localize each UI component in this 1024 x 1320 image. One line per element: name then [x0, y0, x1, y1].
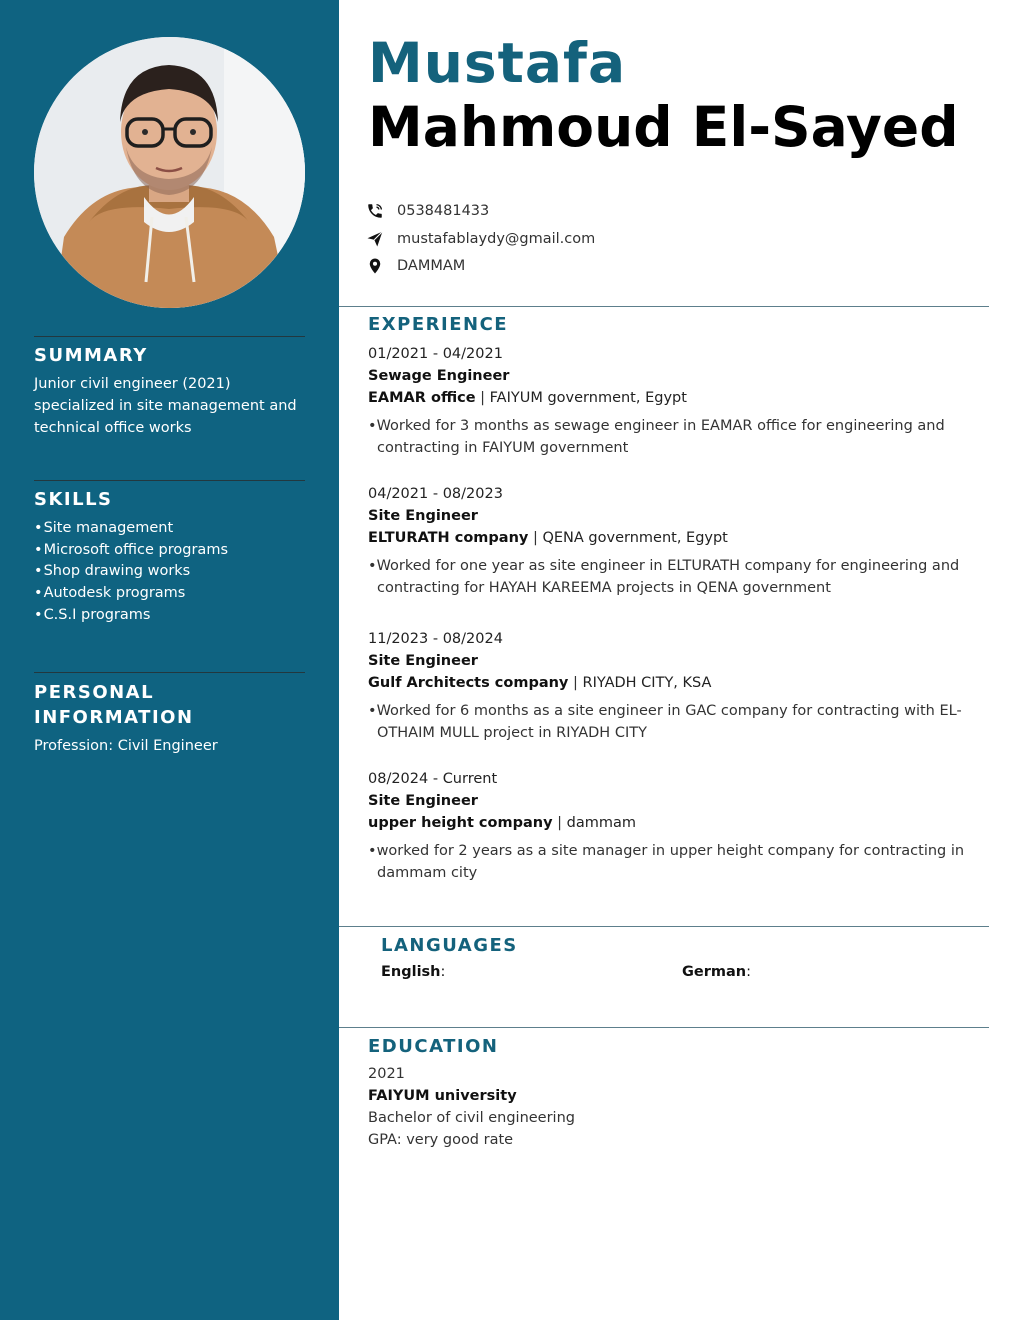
language-item: English: [381, 964, 446, 980]
section-divider [339, 1027, 989, 1028]
language-name: English [381, 964, 441, 980]
location-pin-icon [366, 257, 384, 275]
education-year: 2021 [368, 1066, 405, 1082]
skill-item: • Autodesk programs [34, 583, 228, 605]
language-item: German: [682, 964, 751, 980]
language-name: German [682, 964, 747, 980]
last-name: Mahmoud El-Sayed [368, 95, 959, 159]
job-location: RIYADH CITY, KSA [582, 675, 712, 691]
contact-email[interactable] [366, 229, 595, 249]
section-divider [339, 306, 989, 307]
education-gpa: GPA: very good rate [368, 1132, 514, 1148]
job-location: dammam [566, 815, 636, 831]
contact-location [366, 256, 465, 276]
skill-item: • Microsoft office programs [34, 540, 228, 562]
send-icon [366, 230, 384, 248]
summary-heading: SUMMARY [34, 345, 148, 366]
sidebar-divider [34, 336, 305, 337]
personal-info-heading: PERSONAL INFORMATION [34, 682, 194, 728]
job-company: upper height company [368, 815, 553, 831]
summary-text: Junior civil engineer (2021) specialized in site management and technical office works [34, 376, 297, 436]
job-description: • Worked for 6 months as a site engineer in GAC company for contracting with EL-OTHAIM MULL project in RIYADH CITY [368, 700, 978, 744]
job-description: • Worked for 3 months as sewage engineer in EAMAR office for engineering and contracting in FAIYUM government [368, 415, 978, 459]
job-location: FAIYUM government, Egypt [489, 390, 687, 406]
skill-item: • Shop drawing works [34, 561, 228, 583]
phone-number: 0538481433 [397, 203, 490, 219]
job-title: Site Engineer [368, 653, 478, 669]
profile-photo [34, 37, 305, 308]
skill-item: • C.S.I programs [34, 605, 228, 627]
location-text: DAMMAM [397, 258, 466, 274]
skills-list [34, 518, 228, 627]
languages-heading: LANGUAGES [381, 935, 518, 956]
job-company: Gulf Architects company [368, 675, 569, 691]
job-dates: 04/2021 - 08/2023 [368, 486, 503, 502]
job-title: Sewage Engineer [368, 368, 510, 384]
sidebar-divider [34, 672, 305, 673]
job-title: Site Engineer [368, 793, 478, 809]
job-description: • Worked for one year as site engineer in ELTURATH company for engineering and contracting for HAYAH KAREEMA projects in QENA government [368, 555, 978, 599]
sidebar [0, 0, 339, 1320]
job-location: QENA government, Egypt [542, 530, 728, 546]
job-dates: 11/2023 - 08/2024 [368, 631, 503, 647]
education-heading: EDUCATION [368, 1036, 499, 1057]
contact-phone[interactable] [366, 201, 489, 221]
job-company: EAMAR office [368, 390, 476, 406]
section-divider [339, 926, 989, 927]
job-dates: 08/2024 - Current [368, 771, 498, 787]
experience-heading: EXPERIENCE [368, 314, 509, 335]
experience-entry: 08/2024 - Current Site Engineer upper height company | dammam • worked for 2 years as a site manager in upper height company for contracting in dammam city [368, 768, 978, 884]
job-company: ELTURATH company [368, 530, 529, 546]
skill-item: • Site management [34, 518, 228, 540]
sidebar-divider [34, 480, 305, 481]
education-entry [368, 1063, 575, 1151]
job-title: Site Engineer [368, 508, 478, 524]
experience-entry: 11/2023 - 08/2024 Site Engineer Gulf Architects company | RIYADH CITY, KSA • Worked for 6 months as a site engineer in GAC company for contracting with EL-OTHAIM MULL project in RIYADH CITY [368, 628, 978, 744]
education-degree: Bachelor of civil engineering [368, 1110, 575, 1126]
first-name: Mustafa [368, 31, 627, 95]
email-address: mustafablaydy@gmail.com [397, 231, 596, 247]
experience-entry: 01/2021 - 04/2021 Sewage Engineer EAMAR office | FAIYUM government, Egypt • Worked for 3 months as sewage engineer in EAMAR office for engineering and contracting in FAIYUM government [368, 343, 978, 459]
experience-entry: 04/2021 - 08/2023 Site Engineer ELTURATH company | QENA government, Egypt • Worked for one year as site engineer in ELTURATH company for engineering and contracting for HAYAH KAREEMA projects in QENA government [368, 483, 978, 599]
job-dates: 01/2021 - 04/2021 [368, 346, 503, 362]
education-university: FAIYUM university [368, 1088, 517, 1104]
phone-icon [366, 202, 384, 220]
main-content [339, 0, 1024, 1320]
profession-text: Profession: Civil Engineer [34, 738, 218, 754]
person-portrait-icon [34, 37, 305, 308]
job-description: • worked for 2 years as a site manager in upper height company for contracting in dammam city [368, 840, 978, 884]
skills-heading: SKILLS [34, 489, 113, 510]
